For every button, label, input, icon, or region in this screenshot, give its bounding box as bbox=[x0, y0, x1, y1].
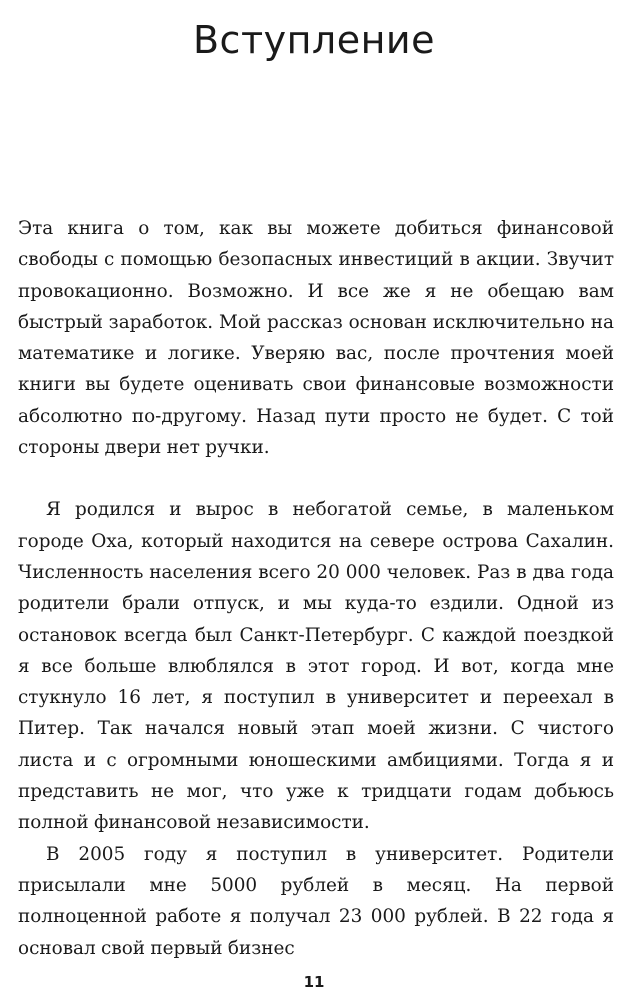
paragraph-biography: Я родился и вырос в небогатой семье, в маленьком городе Оха, который находится на севере острова Сахалин. Численность населения всего 20 000 человек. Раз в два года родители брали отпуск, и мы куда-то ездили. Одной из остановок всегда был Санкт-Петербург. С каждой поездкой я все больше влюблялся в этот город. И вот, когда мне стукнуло 16 лет, я поступил в университет и переехал в Питер. Так начался новый этап моей жизни. С чистого листа и с огромными юношескими амбициями. Тогда я и представить не мог, что уже к тридцати годам добьюсь полной финансовой независимости. bbox=[18, 499, 614, 834]
body-text bbox=[18, 213, 614, 964]
paragraph-university: В 2005 году я поступил в университет. Родители присылали мне 5000 рублей в месяц. На первой полноценной работе я получал 23 000 рублей. В 22 года я основал свой первый бизнес bbox=[18, 843, 614, 959]
chapter-title: Вступление bbox=[192, 18, 436, 62]
paragraph-intro: Эта книга о том, как вы можете добиться финансовой свободы с помощью безопасных инвестиций в акции. Звучит провокационно. Возможно. И все же я не обещаю вам быстрый заработок. Мой рассказ основан исключительно на математике и логике. Уверяю вас, после прочтения моей книги вы будете оценивать свои финансовые возможности абсолютно по-другому. Назад пути просто не будет. С той стороны двери нет ручки. bbox=[18, 218, 614, 459]
page-number: 11 bbox=[303, 973, 325, 991]
